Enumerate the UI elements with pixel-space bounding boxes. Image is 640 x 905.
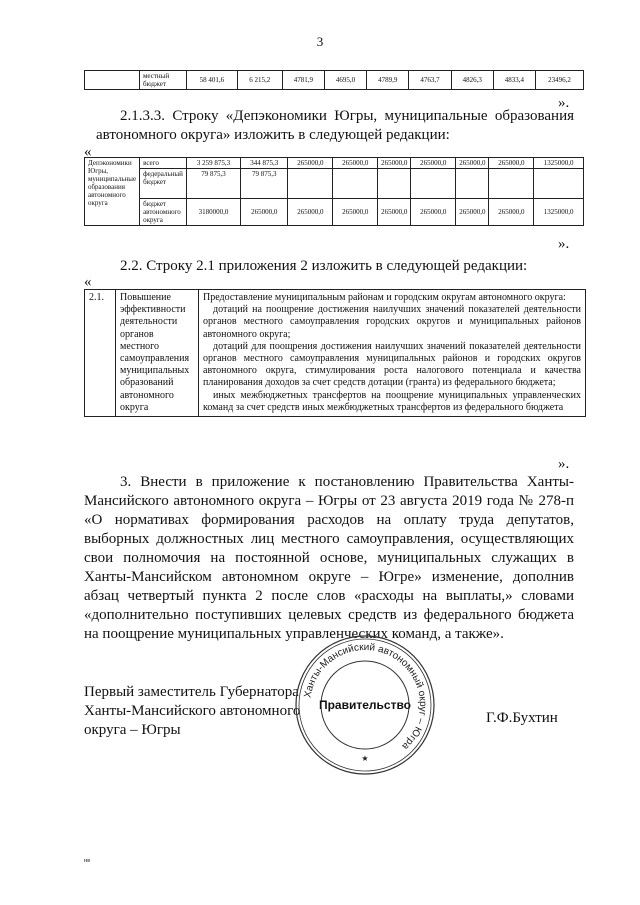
table-cell: 265000,0 bbox=[378, 199, 411, 226]
paragraph-3: 3. Внести в приложение к постановлению Правительства Ханты-Мансийского автономного округа – Югры от 23 августа 2019 года № 278-п «О нормативах формирования расходов на оплату труда депутатов, выборных должностных лиц местного самоуправления, осуществляющих свои полномочия на постоянной основе, муниципальных служащих в Ханты-Мансийском автономном округе – Югре» изменение, дополнив абзац четвертый пункта 2 после слов «расходы на выплаты,» словами «дополнительно поступивших целевых средств из федерального бюджета на поощрение муниципальных управленческих команд, а также». bbox=[84, 474, 574, 642]
page-number: 3 bbox=[316, 34, 324, 49]
table-cell: 58 401,6 bbox=[187, 71, 238, 90]
quote-close: ». bbox=[558, 456, 570, 472]
table-cell: федеральный бюджет bbox=[140, 169, 187, 199]
table-cell: 4833,4 bbox=[493, 71, 535, 90]
table-row bbox=[85, 158, 584, 169]
table-cell: 265000,0 bbox=[241, 199, 288, 226]
description-line: дотаций для поощрения достижения наилучших значений показателей деятельности органов местного самоуправления муниципальных районов и городских округов автономного округа, стимулирования роста налогового потенциала и качества планирования доходов за счет средств дотации (гранта) из федерального бюджета; bbox=[203, 340, 581, 389]
table-cell: 6 215,2 bbox=[237, 71, 282, 90]
table-cell: 344 875,3 bbox=[241, 158, 288, 169]
footer-code: нв bbox=[84, 858, 91, 864]
paragraph-2-2: 2.2. Строку 2.1 приложения 2 изложить в следующей редакции: bbox=[120, 258, 528, 274]
stamp-center-text: Правительство bbox=[318, 698, 412, 712]
table-cell: 1325000,0 bbox=[534, 158, 584, 169]
table-cell: 265000,0 bbox=[333, 158, 378, 169]
table-cell: 4789,9 bbox=[367, 71, 409, 90]
table-cell: 265000,0 bbox=[489, 199, 534, 226]
paragraph-2-1-3-3: 2.1.3.3. Строку «Депэкономики Югры, муниципальные образования автономного округа» изложить в следующей редакции: bbox=[96, 108, 574, 143]
table-cell: 3180000,0 bbox=[186, 199, 240, 226]
description-line: Предоставление муниципальным районам и городским округам автономного округа: bbox=[203, 292, 566, 303]
stamp-outer-text: Ханты-Мансийский автономный округ – Югра bbox=[302, 641, 429, 752]
table-cell bbox=[489, 169, 534, 199]
table-row bbox=[85, 71, 584, 90]
table-cell: местный бюджет bbox=[140, 71, 187, 90]
table-cell-org: Депэкономики Югры, муниципальные образования автономного округа bbox=[85, 158, 140, 226]
table-cell: 265000,0 bbox=[288, 158, 333, 169]
quote-open: « bbox=[84, 144, 92, 160]
table-cell bbox=[411, 169, 456, 199]
table-cell: 1325000,0 bbox=[534, 199, 584, 226]
signature-title: Первый заместитель Губернатора Ханты-Мансийского автономного округа – Югры bbox=[84, 684, 301, 738]
table-depeconomy bbox=[84, 157, 584, 226]
table-cell: бюджет автономного округа bbox=[140, 199, 187, 226]
description-line: дотаций на поощрение достижения наилучших значений показателей деятельности органов местного самоуправления городских округов и муниципальных районов автономного округа; bbox=[203, 304, 581, 340]
table-cell bbox=[456, 169, 489, 199]
table-cell: 3 259 875,3 bbox=[186, 158, 240, 169]
table-cell bbox=[85, 71, 140, 90]
table-cell bbox=[333, 169, 378, 199]
table-cell-name: Повышение эффективности деятельности органов местного самоуправления муниципальных образований автономного округа bbox=[116, 290, 199, 417]
table-cell: 4695,0 bbox=[324, 71, 366, 90]
quote-close: ». bbox=[558, 95, 570, 111]
table-cell: 4763,7 bbox=[409, 71, 451, 90]
quote-close: ». bbox=[558, 236, 570, 252]
table-cell: 265000,0 bbox=[456, 199, 489, 226]
signature-name: Г.Ф.Бухтин bbox=[486, 710, 558, 726]
table-row bbox=[85, 169, 584, 199]
table-cell-description bbox=[199, 290, 586, 417]
table-cell: 4781,9 bbox=[282, 71, 324, 90]
table-row-2-1 bbox=[84, 289, 586, 417]
table-cell: 265000,0 bbox=[411, 199, 456, 226]
table-cell: 265000,0 bbox=[411, 158, 456, 169]
quote-open: « bbox=[84, 274, 92, 290]
table-cell-number: 2.1. bbox=[85, 290, 116, 417]
table-top-fragment bbox=[84, 70, 584, 90]
table-row bbox=[85, 290, 586, 417]
table-cell: 79 875,3 bbox=[241, 169, 288, 199]
table-cell: 4826,3 bbox=[451, 71, 493, 90]
table-row bbox=[85, 199, 584, 226]
table-cell: 79 875,3 bbox=[186, 169, 240, 199]
table-cell bbox=[288, 169, 333, 199]
table-cell bbox=[534, 169, 584, 199]
table-cell: 265000,0 bbox=[333, 199, 378, 226]
table-cell: 265000,0 bbox=[288, 199, 333, 226]
table-cell: 23496,2 bbox=[536, 71, 584, 90]
official-stamp bbox=[293, 633, 437, 777]
table-cell: 265000,0 bbox=[489, 158, 534, 169]
table-cell: 265000,0 bbox=[456, 158, 489, 169]
table-cell: 265000,0 bbox=[378, 158, 411, 169]
table-cell bbox=[378, 169, 411, 199]
table-cell: всего bbox=[140, 158, 187, 169]
stamp-star-icon: ★ bbox=[361, 754, 369, 763]
description-line: иных межбюджетных трансфертов на поощрение муниципальных управленческих команд за счет средств иных межбюджетных трансфертов из федерального бюджета bbox=[203, 389, 581, 413]
